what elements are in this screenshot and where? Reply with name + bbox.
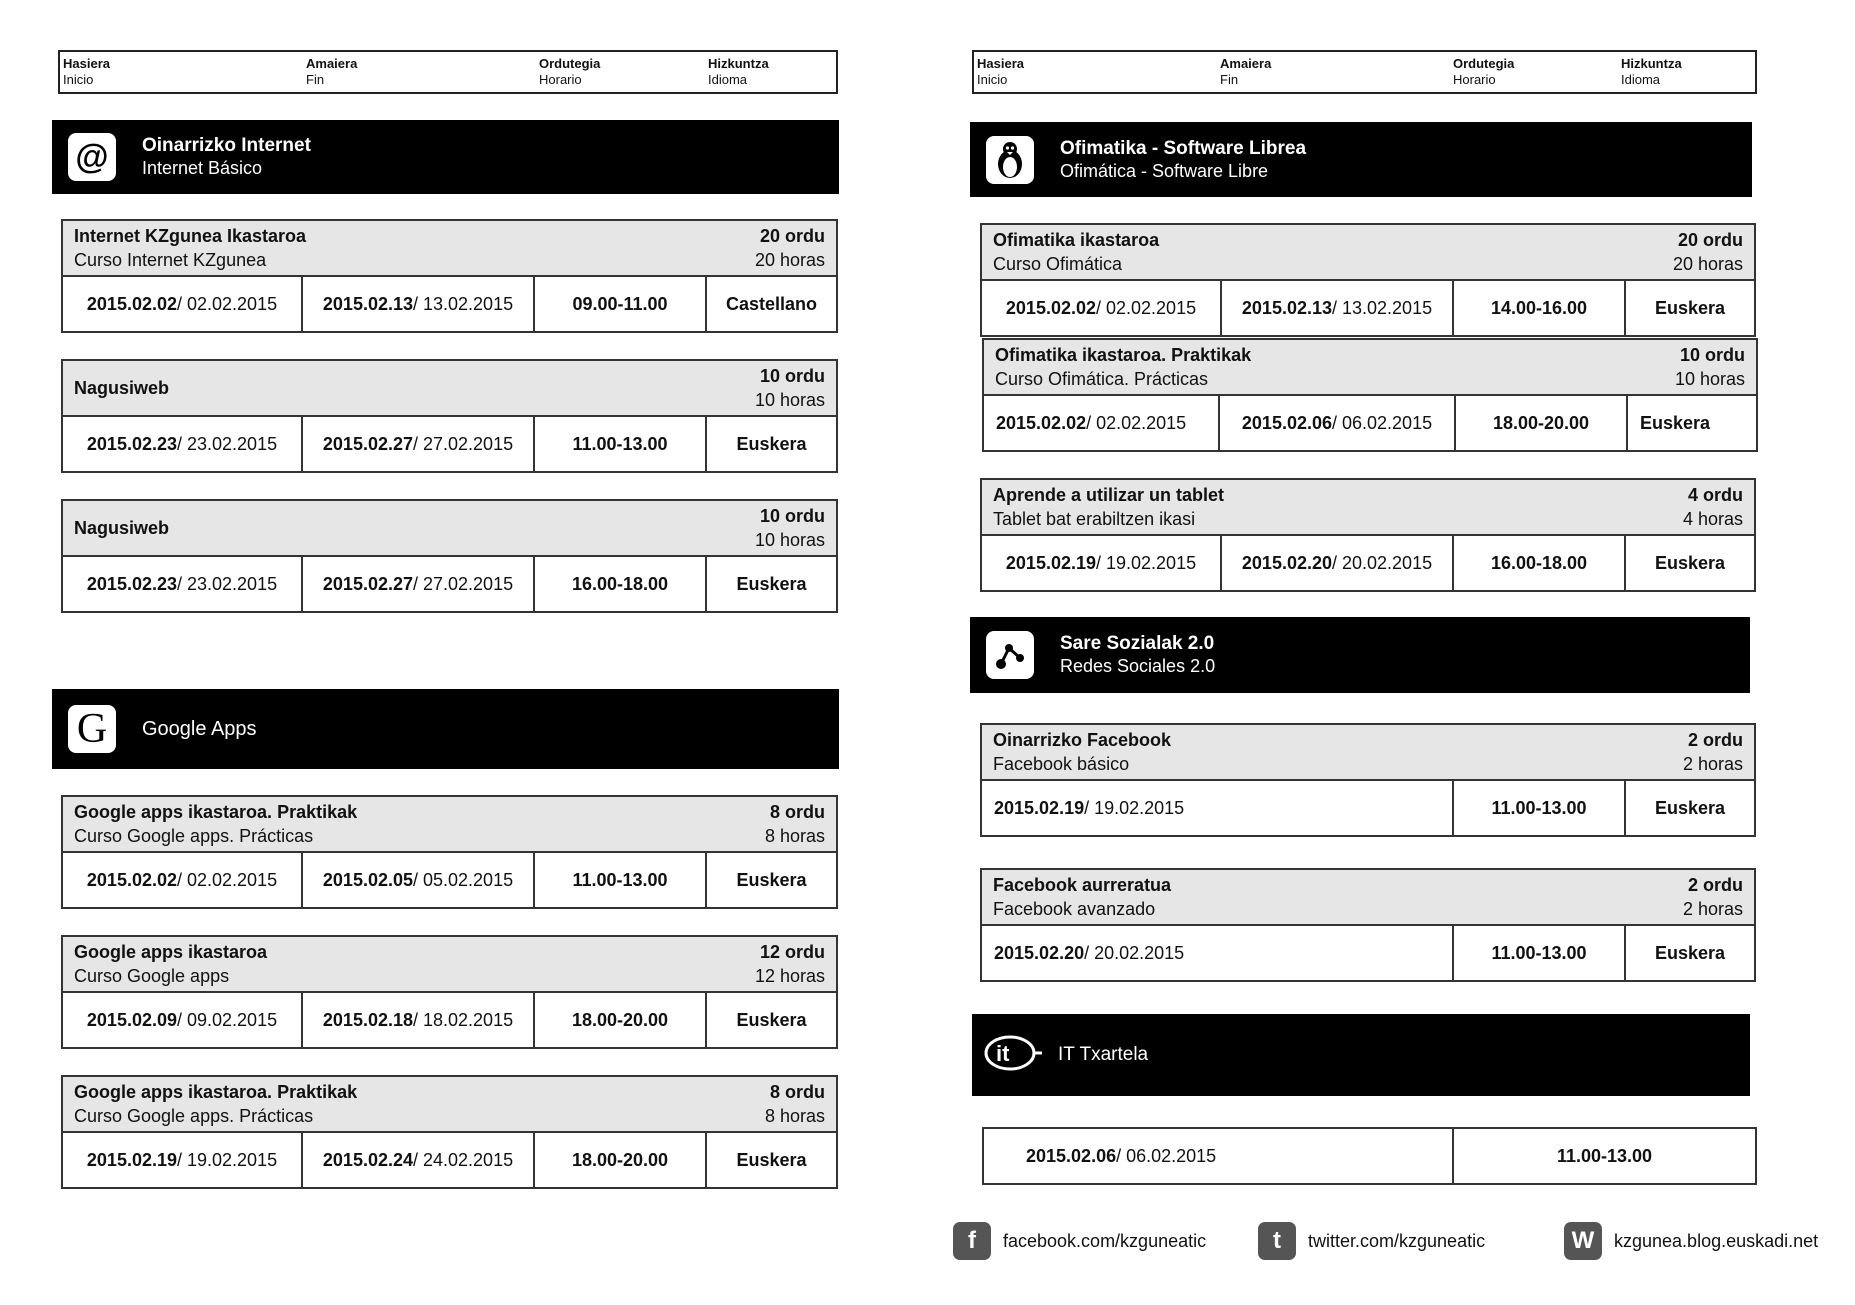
it-txartela-logo-icon xyxy=(982,1029,1044,1082)
legend-end: Amaiera Fin xyxy=(1220,56,1272,87)
legend-box xyxy=(58,50,838,94)
social-blog[interactable] xyxy=(1564,1222,1818,1260)
category-ofimatika: Ofimatika - Software Librea Ofimática - Software Libre xyxy=(970,122,1752,197)
it-session-card: 2015.02.06 / 06.02.2015 11.00-13.00 xyxy=(982,1127,1757,1185)
course-card: Ofimatika ikastaroa. Praktikak Curso Ofimática. Prácticas 10 ordu 10 horas 2015.02.02 / 02.02.2015 2015.02.06 / 06.02.2015 18.00-20.00 Euskera xyxy=(982,338,1758,452)
svg-text:it: it xyxy=(996,1040,1010,1066)
blog-link[interactable]: kzgunea.blog.euskadi.net xyxy=(1614,1230,1819,1251)
legend-language: Hizkuntza Idioma xyxy=(708,56,769,87)
facebook-icon: f xyxy=(953,1222,991,1260)
google-g-icon: G xyxy=(68,705,116,753)
legend-schedule: Ordutegia Horario xyxy=(539,56,601,87)
course-card: Facebook aurreratua Facebook avanzado 2 ordu 2 horas 2015.02.20 / 20.02.2015 11.00-13.00 Euskera xyxy=(980,868,1756,982)
facebook-link[interactable]: facebook.com/kzguneatic xyxy=(1003,1230,1207,1251)
social-facebook[interactable] xyxy=(953,1222,1206,1260)
legend-language: Hizkuntza Idioma xyxy=(1621,56,1682,87)
legend-box xyxy=(972,50,1757,94)
social-twitter[interactable] xyxy=(1258,1222,1485,1260)
category-internet: @ Oinarrizko Internet Internet Básico xyxy=(52,120,839,194)
category-it-txartela: it IT Txartela xyxy=(972,1014,1750,1096)
course-card: Oinarrizko Facebook Facebook básico 2 ordu 2 horas 2015.02.19 / 19.02.2015 11.00-13.00 Euskera xyxy=(980,723,1756,837)
legend-schedule: Ordutegia Horario xyxy=(1453,56,1515,87)
category-sare-sozialak: Sare Sozialak 2.0 Redes Sociales 2.0 xyxy=(970,617,1750,693)
share-nodes-icon xyxy=(986,631,1034,679)
legend-end: Amaiera Fin xyxy=(306,56,358,87)
course-card: Aprende a utilizar un tablet Tablet bat erabiltzen ikasi 4 ordu 4 horas 2015.02.19 / 19.02.2015 2015.02.20 / 20.02.2015 16.00-18.00 Euskera xyxy=(980,478,1756,592)
twitter-icon: t xyxy=(1258,1222,1296,1260)
course-card: Ofimatika ikastaroa Curso Ofimática 20 ordu 20 horas 2015.02.02 / 02.02.2015 2015.02.13 / 13.02.2015 14.00-16.00 Euskera xyxy=(980,223,1756,337)
course-card: Internet KZgunea Ikastaroa Curso Internet KZgunea 20 ordu 20 horas 2015.02.02 / 02.02.2015 2015.02.13 / 13.02.2015 09.00-11.00 Castellano xyxy=(61,219,838,333)
category-google-apps: G Google Apps xyxy=(52,689,839,769)
at-icon: @ xyxy=(68,133,116,181)
wordpress-icon: W xyxy=(1564,1222,1602,1260)
course-card: Google apps ikastaroa Curso Google apps 12 ordu 12 horas 2015.02.09 / 09.02.2015 2015.02.18 / 18.02.2015 18.00-20.00 Euskera xyxy=(61,935,838,1049)
course-card: Nagusiweb 10 ordu 10 horas 2015.02.23 / 23.02.2015 2015.02.27 / 27.02.2015 16.00-18.00 Euskera xyxy=(61,499,838,613)
penguin-icon xyxy=(986,136,1034,184)
legend-start: Hasiera Inicio xyxy=(977,56,1024,87)
legend-start: Hasiera Inicio xyxy=(63,56,110,87)
course-card: Nagusiweb 10 ordu 10 horas 2015.02.23 / 23.02.2015 2015.02.27 / 27.02.2015 11.00-13.00 Euskera xyxy=(61,359,838,473)
course-card: Google apps ikastaroa. Praktikak Curso Google apps. Prácticas 8 ordu 8 horas 2015.02.02 / 02.02.2015 2015.02.05 / 05.02.2015 11.00-13.00 Euskera xyxy=(61,795,838,909)
course-card: Google apps ikastaroa. Praktikak Curso Google apps. Prácticas 8 ordu 8 horas 2015.02.19 / 19.02.2015 2015.02.24 / 24.02.2015 18.00-20.00 Euskera xyxy=(61,1075,838,1189)
twitter-link[interactable]: twitter.com/kzguneatic xyxy=(1308,1230,1486,1251)
